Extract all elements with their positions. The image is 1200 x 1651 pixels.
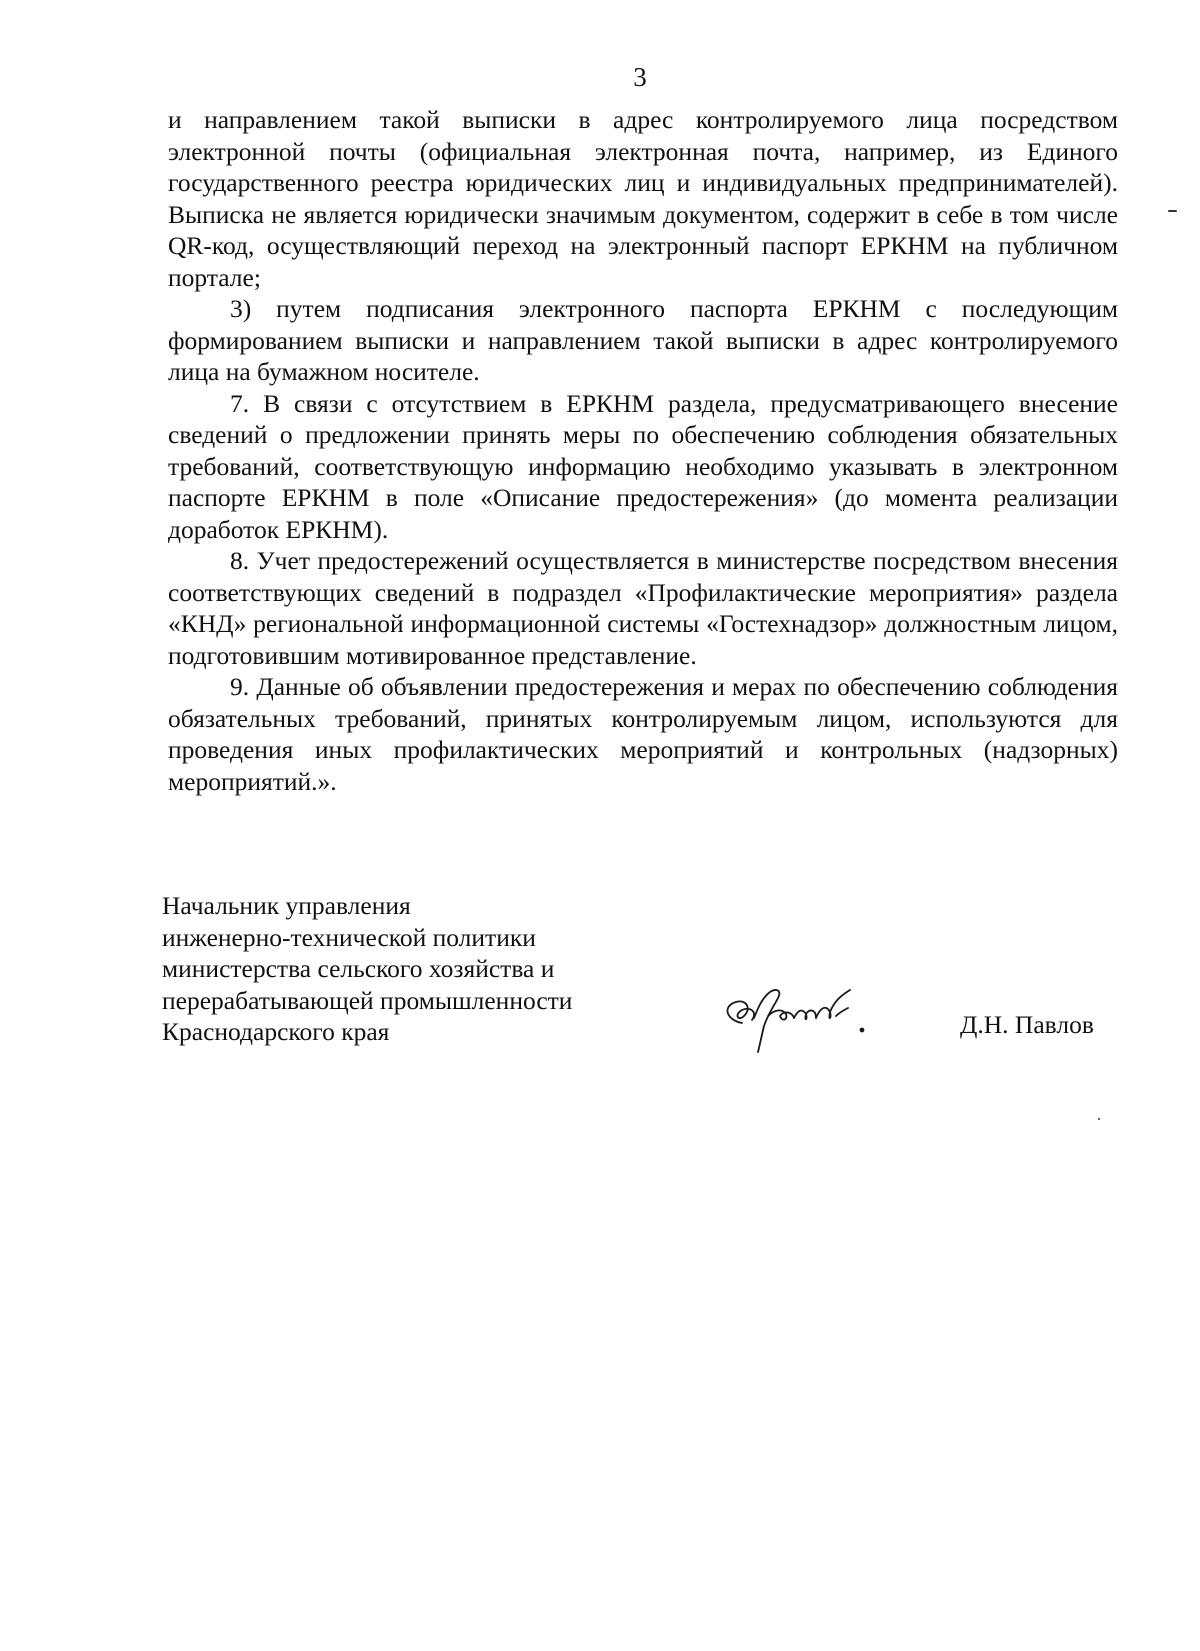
signatory-position-line: Начальник управления (162, 891, 411, 920)
signatory-position-line: инженерно-технической политики (162, 922, 536, 952)
scan-speck (1168, 210, 1177, 212)
signatory-position-line: министерства сельского хозяйства и (162, 954, 555, 983)
signatory-name: Д.Н. Павлов (960, 1010, 1094, 1039)
paragraph-item-7: 7. В связи с отсутствием в ЕРКНМ раздела, предусматривающего внесение сведений о предложении принять меры по обеспечению соблюдения обязательных требований, соответствующую информацию необходимо указывать в электронном паспорте ЕРКНМ в поле «Описание предостережения» (до момента реализации доработок ЕРКНМ). (168, 388, 1118, 544)
scan-speck (1098, 1118, 1100, 1120)
signatory-position-line: перерабатывающей промышленности (162, 985, 573, 1015)
paragraph-item-8: 8. Учет предостережений осуществляется в министерстве посредством внесения соответствующих сведений в подраздел «Профилактические мероприятия» раздела «КНД» региональной информационной системы «Гостехнадзор» должностным лицом, подготовившим мотивированное представление. (168, 546, 1118, 670)
document-body (168, 104, 1118, 797)
handwritten-signature (712, 968, 892, 1058)
signatory-position-line: Краснодарского края (162, 1017, 390, 1046)
paragraph-item-9: 9. Данные об объявлении предостережения и мерах по обеспечению соблюдения обязательных требований, принятых контролируемым лицом, используются для проведения иных профилактических мероприятий и контрольных (надзорных) мероприятий.». (168, 672, 1118, 796)
signatory-position (162, 890, 572, 1048)
paragraph-item-3: 3) путем подписания электронного паспорта ЕРКНМ с последующим формированием выписки и направлением такой выписки в адрес контролируемого лица на бумажном носителе. (168, 294, 1118, 386)
page-number: 3 (633, 62, 647, 92)
paragraph-continuation: и направлением такой выписки в адрес контролируемого лица посредством электронной почты (официальная электронная почта, например, из Единого государственного реестра юридических лиц и индивидуальных предпринимателей). Выписка не является юридически значимым документом, содержит в себе в том числе QR-код, осуществляющий переход на электронный паспорт ЕРКНМ на публичном портале; (168, 105, 1118, 292)
